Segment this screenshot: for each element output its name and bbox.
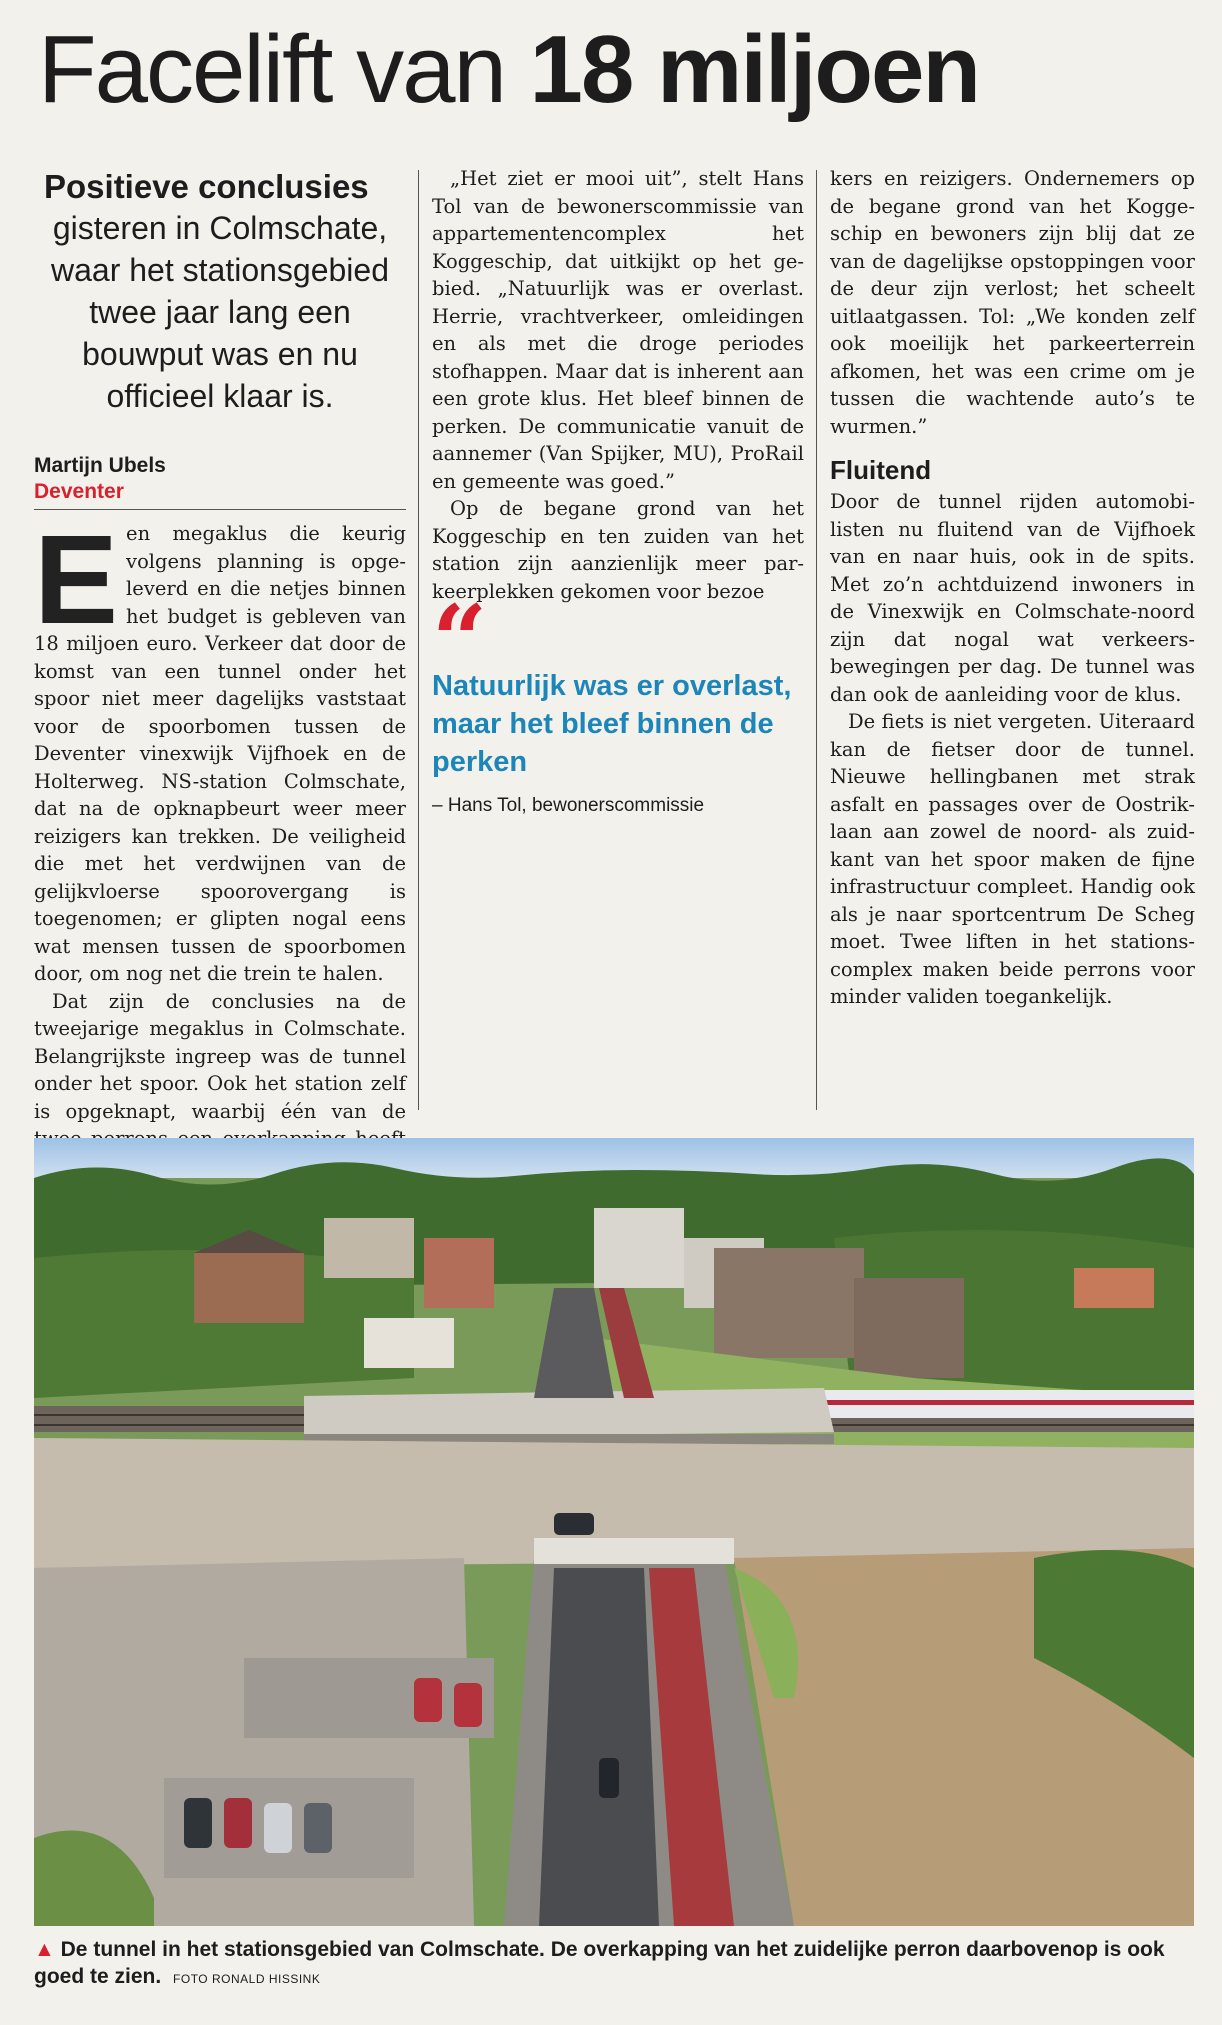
article-body-1 xyxy=(34,509,406,1123)
quote-mark: “ xyxy=(432,584,488,697)
caption-text: De tunnel in het stationsgebied van Colmschate. De overkapping van het zuidelijke perron daarbovenop is ook goed te zien. xyxy=(34,1938,1165,1988)
headline xyxy=(38,14,1198,126)
article-body-2 xyxy=(432,165,804,605)
intro-bold: Positieve conclusies xyxy=(44,168,369,205)
paragraph-2: Dat zijn de conclusies na de tweejarige megaklus in Colmschate. Belangrijkste ingreep was de tunnel onder het spoor. Ook het station zelf is opgeknapt, waarbij één van de xyxy=(34,989,406,1123)
pull-quote: Natuurlijk was er overlast, maar het bleef binnen de perken xyxy=(432,670,792,778)
paragraph-5: Door de tunnel rijden automobilisten nu fluitend van de Vijfhoek van en naar huis, ook in de spits. Met zo’n achtduizend inwoners in de Vinexwijk en Colmschate-noord zijn dat nogal wat verkeersbewegingen per dag. De tunnel was dan ook de aanleiding voor de klus. xyxy=(830,490,1195,706)
photo-credit: FOTO RONALD HISSINK xyxy=(173,1972,321,1986)
article-body-4 xyxy=(830,488,1195,1011)
headline-light: Facelift van xyxy=(38,16,530,123)
column-divider xyxy=(816,170,817,1110)
paragraph-1: en megaklus die keurig volgens planning is opgeleverd en die netjes binnen het budget is gebleven van 18 miljoen euro. Verkeer dat door de komst van een tunnel onder het spoor niet meer dagelijks vaststaat voor de spoorbomen tussen de Deventer vinexwijk Vijfhoek en de Holterweg. NS-station Colmschate, dat na de opknapbeurt weer meer reizigers kan trekken. De veiligheid die met het verdwijnen van de gelijkvloerse spoorovergang is toegenomen; er glipten nogal eens wat mensen tussen de spoorbomen door, om nog net die trein te halen. xyxy=(34,522,406,985)
byline-author: Martijn Ubels xyxy=(34,454,166,477)
article-body-3 xyxy=(830,165,1195,440)
headline-bold: 18 miljoen xyxy=(529,16,980,123)
paragraph-3: „Het ziet er mooi uit”, stelt Hans Tol van de bewonerscommissie van appartementencomplex het Koggeschip, dat uitkijkt op het gebied. „Natuurlijk was er overlast. Herrie, vrachtverkeer, omleidingen en als met die droge periodes stofhappen. Maar dat is inherent aan een grote klus. Het bleef binnen de perken. De communicatie vanuit de aannemer (Van Spijker, MU), ProRail en gemeente was goed.” xyxy=(432,167,804,493)
photo-caption xyxy=(34,1936,1194,1993)
subhead: Fluitend xyxy=(830,455,932,485)
quote-source: – Hans Tol, bewonerscommissie xyxy=(432,795,705,816)
column-divider xyxy=(418,170,419,1110)
paragraph-6: De fiets is niet vergeten. Uiteraard kan de fietser door de tunnel. Nieuwe hellingbanen met strak asfalt en passages over de Oostriklaan aan zowel de noord- als zuidkant van het spoor maken de fijne infrastructuur compleet. Handig ook als je naar sportcentrum De Scheg moet. Twee liften in het stationscomplex maken beide perrons voor minder validen toegankelijk. xyxy=(830,710,1195,1008)
column-2 xyxy=(432,165,804,817)
column-3 xyxy=(830,165,1195,1011)
dropcap: E xyxy=(34,509,119,650)
column-1 xyxy=(34,165,406,1123)
aerial-photo xyxy=(34,1138,1194,1926)
paragraph-4: Op de begane grond van het Koggeschip en ten zuiden van het station zijn aanzienlijk meer parkeerplekken gekomen voor bezoe xyxy=(432,497,804,603)
byline-place: Deventer xyxy=(34,479,406,510)
paragraph-4-cont: kers en reizigers. Ondernemers op de begane grond van het Koggeschip en bewoners zijn blij dat ze van de dagelijkse opstoppingen voor de deur zijn verlost; het scheelt uitlaatgassen. Tol: „We konden zelf ook moeilijk het parkeerterrein afkomen, het was een crime om je tussen die wachtende auto’s te wurmen.” xyxy=(830,167,1195,438)
intro-text: gisteren in Colmschate, waar het stationsgebied twee jaar lang een bouwput was en nu officieel klaar is. xyxy=(51,210,389,414)
caption-marker: ▲ xyxy=(34,1938,55,1961)
